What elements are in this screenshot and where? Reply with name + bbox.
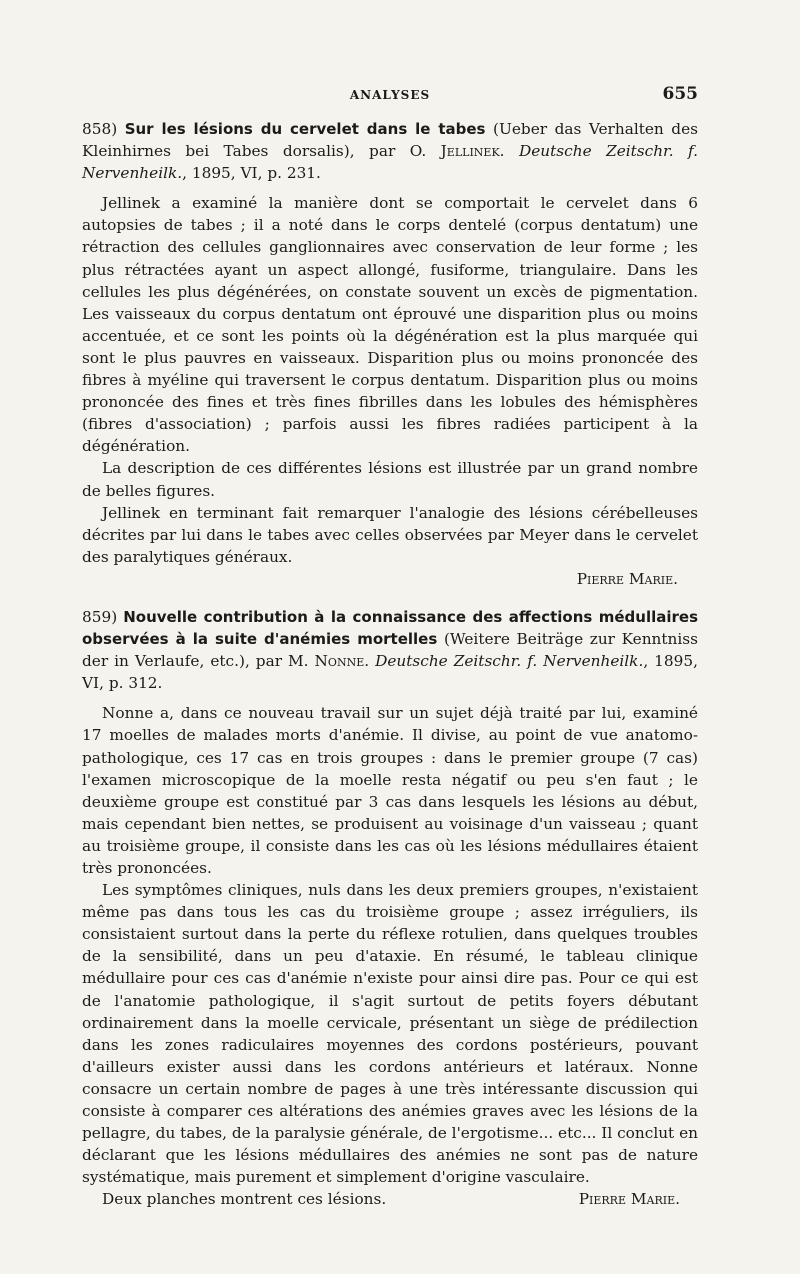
entry-858 [82, 118, 698, 590]
paragraph: Les symptômes cliniques, nuls dans les deux premiers groupes, n'existaient même pas dans tous les cas du troisième groupe ; assez irréguliers, ils consistaient surtout dans la perte du réflexe rotulien, dans quelques troubles de la sensibilité, dans un peu d'ataxie. En résumé, le tableau clinique médullaire pour ces cas d'anémie n'existe pour ainsi dire pas. Pour ce qui est de l'anatomie pathologique, il s'agit surtout de petits foyers débutant ordinairement dans la moelle cervicale, présentant un siège de prédilection dans les zones radiculaires moyennes des cordons postérieurs, pouvant d'ailleurs exister aussi dans les cordons antérieurs et latéraux. Nonne consacre un certain nombre de pages à une très intéressante discussion qui consiste à comparer ces altérations des anémies graves avec les lésions de la pellagre, du tabes, de la paralysie générale, de l'ergotisme... etc... Il conclut en déclarant que les lésions médullaires des anémies ne sont pas de nature systématique, mais purement et simplement d'origine vasculaire. [82, 881, 698, 1187]
reference-text: (Ueber das Verhalten des Kleinhirnes bei Tabes dorsalis), par O. [82, 120, 698, 161]
signature: Pierre Marie. [578, 1190, 680, 1209]
entry-title: Sur les lésions du cervelet dans le tabes [124, 120, 486, 138]
paragraph: La description de ces différentes lésions est illustrée par un grand nombre de belles figures. [82, 459, 698, 500]
closing-text: Deux planches montrent ces lésions. [102, 1190, 387, 1209]
signature: Pierre Marie. [576, 569, 678, 588]
journal-name: Deutsche Zeitschr. f. Nervenheilk. [375, 652, 644, 671]
entry-title: Nouvelle contribution à la connaissance des affections médullaires observées à la suite d'anémies mortelles [82, 607, 698, 649]
running-title: ANALYSES [349, 88, 431, 102]
entry-heading [82, 118, 698, 184]
author-name: Jellinek. [440, 142, 505, 161]
page-header [82, 84, 698, 108]
reference-text: (Weitere Beiträge zur Kenntniss der in Verlaufe, etc.), par M. [82, 630, 698, 671]
entry-number: 859) [82, 607, 118, 626]
entry-heading [82, 606, 698, 694]
page-number: 655 [662, 84, 698, 104]
journal-name: Deutsche Zeitschr. f. Nervenheilk. [82, 142, 698, 183]
reference-details: , 1895, VI, p. 231. [182, 164, 321, 183]
entry-859 [82, 606, 698, 1211]
paragraph: Jellinek a examiné la manière dont se comportait le cervelet dans 6 autopsies de tabes ; il a noté dans le corps dentelé (corpus dentatum) une rétraction des cellules ganglionnaires avec conservation de leur forme ; les plus rétractées ayant un aspect allongé, fusiforme, triangulaire. Dans les cellules les plus dégénérées, on constate souvent un excès de pigmentation. Les vaisseaux du corpus dentatum ont éprouvé une disparition plus ou moins accentuée, et ce sont les points où la dégénération est la plus marquée qui sont le plus pauvres en vaisseaux. Disparition plus ou moins prononcée des fibres à myéline qui traversent le corpus dentatum. Disparition plus ou moins prononcée des fines et très fines fibrilles dans les lobules des hémisphères (fibres d'association) ; parfois aussi les fibres radiées participent à la dégénération. [82, 194, 698, 456]
closing-line [82, 1188, 698, 1210]
author-name: Nonne. [314, 652, 370, 671]
entry-number: 858) [82, 120, 118, 138]
reference-details: , 1895, VI, p. 312. [82, 652, 698, 693]
paragraph: Jellinek en terminant fait remarquer l'analogie des lésions cérébelleuses décrites par lui dans le tabes avec celles observées par Meyer dans le cervelet des paralytiques généraux. [82, 503, 698, 566]
article-body [82, 118, 698, 1223]
paragraph: Nonne a, dans ce nouveau travail sur un sujet déjà traité par lui, examiné 17 moelles de malades morts d'anémie. Il divise, au point de vue anatomo-pathologique, ces 17 cas en trois groupes : dans le premier groupe (7 cas) l'examen microscopique de la moelle resta négatif ou peu s'en faut ; le deuxième groupe est constitué par 3 cas dans lesquels les lésions au début, mais cependant bien nettes, se produisent au voisinage d'un vaisseau ; quant au troisième groupe, il consiste dans les cas où les lésions médullaires étaient très prononcées. [82, 704, 698, 877]
